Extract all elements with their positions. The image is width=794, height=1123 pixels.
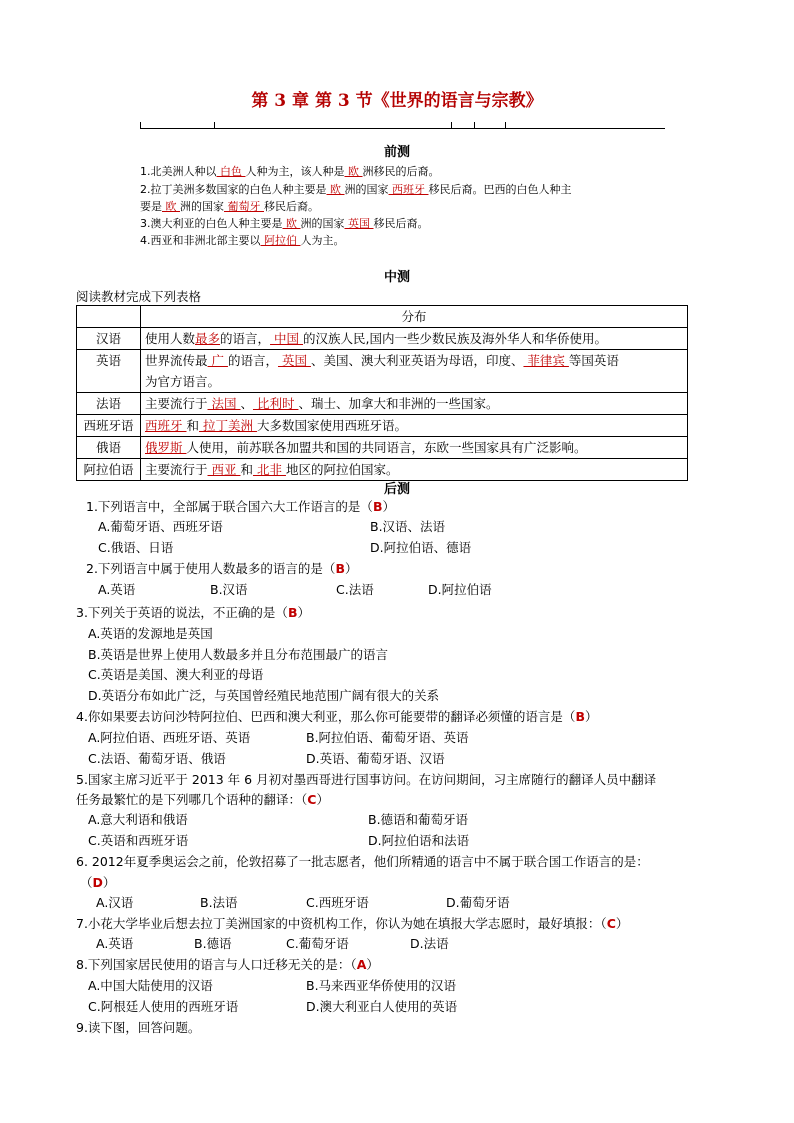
cell-line [145, 328, 683, 349]
text-segment: 的汉族人民,国内一些少数民族及海外华人和华侨使用。 [303, 331, 607, 346]
text-segment: 移民后裔。巴西的白色人种主 [428, 183, 572, 196]
answer-blank: 西亚 [207, 462, 241, 477]
answer: C [606, 916, 616, 931]
question-stem-cont: 任务最繁忙的是下列哪几个语种的翻译：（C） [76, 792, 329, 807]
cell-line [145, 437, 683, 458]
text-segment: 大多数国家使用西班牙语。 [256, 418, 407, 433]
cell-line [145, 415, 683, 436]
option: C.法语、葡萄牙语、俄语 [88, 751, 226, 766]
option: D.阿拉伯语和法语 [368, 833, 470, 848]
language-distribution-table [76, 305, 688, 481]
language-cell: 俄语 [77, 437, 141, 459]
cell-line [145, 393, 683, 414]
pre-line [140, 233, 345, 249]
answer-blank: 欧 [162, 200, 180, 213]
answer: B [372, 499, 383, 514]
text-segment: 洲的国家 [300, 217, 345, 230]
option: D.葡萄牙语 [446, 895, 510, 910]
text-segment: 为官方语言。 [145, 374, 221, 389]
option: B.法语 [200, 895, 238, 910]
question-stem: 4.你如果要去访问沙特阿拉伯、巴西和澳大利亚，那么你可能要带的翻译必须懂的语言是（B） [76, 709, 598, 724]
rule-tick [214, 122, 215, 128]
text-segment: 3.澳大利亚的白色人种主要是 [140, 217, 283, 230]
option: C.西班牙语 [306, 895, 369, 910]
text-segment: 1.北美洲人种以 [140, 165, 217, 178]
answer-blank: 西班牙 [388, 183, 429, 196]
option: B.英语是世界上使用人数最多并且分布范围最广的语言 [88, 647, 389, 662]
section-pre-heading: 前测 [383, 145, 410, 160]
answer-blank: 北非 [252, 462, 286, 477]
option: A.葡萄牙语、西班牙语 [98, 519, 223, 534]
distribution-cell [141, 415, 688, 437]
question-stem: 5.国家主席习近平于 2013 年 6 月初对墨西哥进行国事访问。在访问期间，习主席随行的翻译人员中翻译 [76, 772, 657, 787]
text-segment: 移民后裔。 [373, 217, 429, 230]
text-segment: 移民后裔。 [264, 200, 319, 213]
option: C.俄语、日语 [98, 540, 174, 555]
language-cell: 法语 [77, 393, 141, 415]
answer: A [356, 957, 367, 972]
pre-line [140, 182, 572, 198]
text-segment: 、瑞士、加拿大和非洲的一些国家。 [298, 396, 499, 411]
language-cell: 阿拉伯语 [77, 459, 141, 481]
table-header-row [77, 306, 688, 328]
language-cell: 西班牙语 [77, 415, 141, 437]
option: B.马来西亚华侨使用的汉语 [306, 978, 457, 993]
answer: C [307, 792, 317, 807]
question-stem: 7.小花大学毕业后想去拉丁美洲国家的中资机构工作，你认为她在填报大学志愿时，最好填报：（C） [76, 916, 629, 931]
text-segment: 要是 [140, 200, 162, 213]
answer-blank: 西班牙 [145, 418, 187, 433]
option: D.法语 [410, 936, 449, 951]
pre-line [140, 216, 429, 232]
option: B.德语和葡萄牙语 [368, 812, 469, 827]
text-segment: 洲移民的后裔。 [362, 165, 440, 178]
question-stem: 1.下列语言中，全部属于联合国六大工作语言的是（B） [86, 499, 395, 514]
answer-blank: 比利时 [252, 396, 299, 411]
answer: B [575, 709, 585, 724]
answer-blank: 法国 [207, 396, 241, 411]
option: A.汉语 [96, 895, 134, 910]
answer-blank: 欧 [344, 165, 363, 178]
answer-blank: 英国 [277, 353, 311, 368]
language-cell: 汉语 [77, 328, 141, 350]
option: D.澳大利亚白人使用的英语 [306, 999, 458, 1014]
answer-blank: 菲律宾 [523, 353, 569, 368]
section-mid-heading: 中测 [383, 270, 410, 285]
answer-blank: 广 [207, 353, 228, 368]
answer-blank: 英国 [344, 217, 374, 230]
question-stem: 9.读下图，回答问题。 [76, 1020, 201, 1035]
answer-blank: 葡萄牙 [224, 200, 264, 213]
table-row [77, 393, 688, 415]
option: A.英语 [96, 936, 134, 951]
text-segment: 、 [240, 396, 253, 411]
option: D.英语分布如此广泛，与英国曾经殖民地范围广阔有很大的关系 [88, 688, 440, 703]
answer-blank: 拉丁美洲 [199, 418, 257, 433]
rule-tick [140, 122, 141, 128]
option: C.葡萄牙语 [286, 936, 349, 951]
pre-line [140, 164, 440, 180]
text-segment: 使用人数 [145, 331, 196, 346]
option: D.阿拉伯语、德语 [370, 540, 472, 555]
option: B.德语 [194, 936, 232, 951]
text-segment: 、美国、澳大利亚英语为母语，印度、 [310, 353, 524, 368]
cell-line [145, 350, 683, 371]
answer-blank: 俄罗斯 [145, 440, 187, 455]
text-segment: 等国英语 [568, 353, 619, 368]
option: A.英语 [98, 582, 136, 597]
cell-line [145, 459, 683, 480]
answer-blank: 白色 [216, 165, 246, 178]
text-segment: 的语言， [227, 353, 278, 368]
text-segment: 和 [240, 462, 253, 477]
option: B.汉语、法语 [370, 519, 446, 534]
option: B.汉语 [210, 582, 248, 597]
language-cell: 英语 [77, 350, 141, 393]
text-segment: 的语言， [220, 331, 271, 346]
distribution-cell [141, 393, 688, 415]
answer-blank: 欧 [282, 217, 301, 230]
text-segment: 人种为主，该人种是 [245, 165, 345, 178]
question-stem: 6. 2012年夏季奥运会之前，伦敦招募了一批志愿者，他们所精通的语言中不属于联合国工作语言的是： [76, 854, 649, 869]
question-stem-cont: （D） [80, 875, 116, 890]
option: A.意大利语和俄语 [88, 812, 188, 827]
section-post-heading: 后测 [383, 482, 410, 497]
option: C.法语 [336, 582, 374, 597]
pre-line [140, 199, 319, 215]
question-stem: 2.下列语言中属于使用人数最多的语言的是（B） [86, 561, 358, 576]
text-segment: 和 [186, 418, 199, 433]
rule-tick [474, 122, 475, 128]
question-stem: 8.下列国家居民使用的语言与人口迁移无关的是：（A） [76, 957, 379, 972]
text-segment: 地区的阿拉伯国家。 [285, 462, 399, 477]
text-segment: 人为主。 [300, 234, 345, 247]
table-row [77, 328, 688, 350]
text-segment: 主要流行于 [145, 396, 208, 411]
table-header-cell: 分布 [141, 306, 688, 328]
text-segment: 世界流传最 [145, 353, 208, 368]
text-segment: 主要流行于 [145, 462, 208, 477]
table-row [77, 415, 688, 437]
option: A.中国大陆使用的汉语 [88, 978, 213, 993]
distribution-cell [141, 437, 688, 459]
option: C.阿根廷人使用的西班牙语 [88, 999, 239, 1014]
distribution-cell [141, 328, 688, 350]
rule-tick [451, 122, 452, 128]
answer-blank: 阿拉伯 [260, 234, 301, 247]
page-title: 第 3 章 第 3 节《世界的语言与宗教》 [251, 91, 543, 111]
table-row [77, 350, 688, 393]
answer-blank: 最多 [195, 331, 221, 346]
cell-line [145, 371, 683, 392]
title-rule [140, 128, 665, 129]
answer: B [335, 561, 345, 576]
text-segment: 人使用，前苏联各加盟共和国的共同语言，东欧一些国家具有广泛影响。 [186, 440, 587, 455]
option: C.英语是美国、澳大利亚的母语 [88, 667, 264, 682]
text-segment: 洲的国家 [344, 183, 389, 196]
answer: B [287, 605, 298, 620]
answer-blank: 欧 [326, 183, 345, 196]
table-intro: 阅读教材完成下列表格 [76, 289, 202, 304]
rule-tick [505, 122, 506, 128]
text-segment: 4.西亚和非洲北部主要以 [140, 234, 261, 247]
text-segment: 2.拉丁美洲多数国家的白色人种主要是 [140, 183, 327, 196]
option: A.阿拉伯语、西班牙语、英语 [88, 730, 251, 745]
answer: D [92, 875, 103, 890]
option: D.英语、葡萄牙语、汉语 [306, 751, 445, 766]
option: A.英语的发源地是英国 [88, 626, 213, 641]
option: D.阿拉伯语 [428, 582, 492, 597]
option: B.阿拉伯语、葡萄牙语、英语 [306, 730, 469, 745]
option: C.英语和西班牙语 [88, 833, 189, 848]
distribution-cell [141, 350, 688, 393]
table-row [77, 437, 688, 459]
text-segment: 洲的国家 [180, 200, 224, 213]
answer-blank: 中国 [270, 331, 303, 346]
question-stem: 3.下列关于英语的说法，不正确的是（B） [76, 605, 310, 620]
